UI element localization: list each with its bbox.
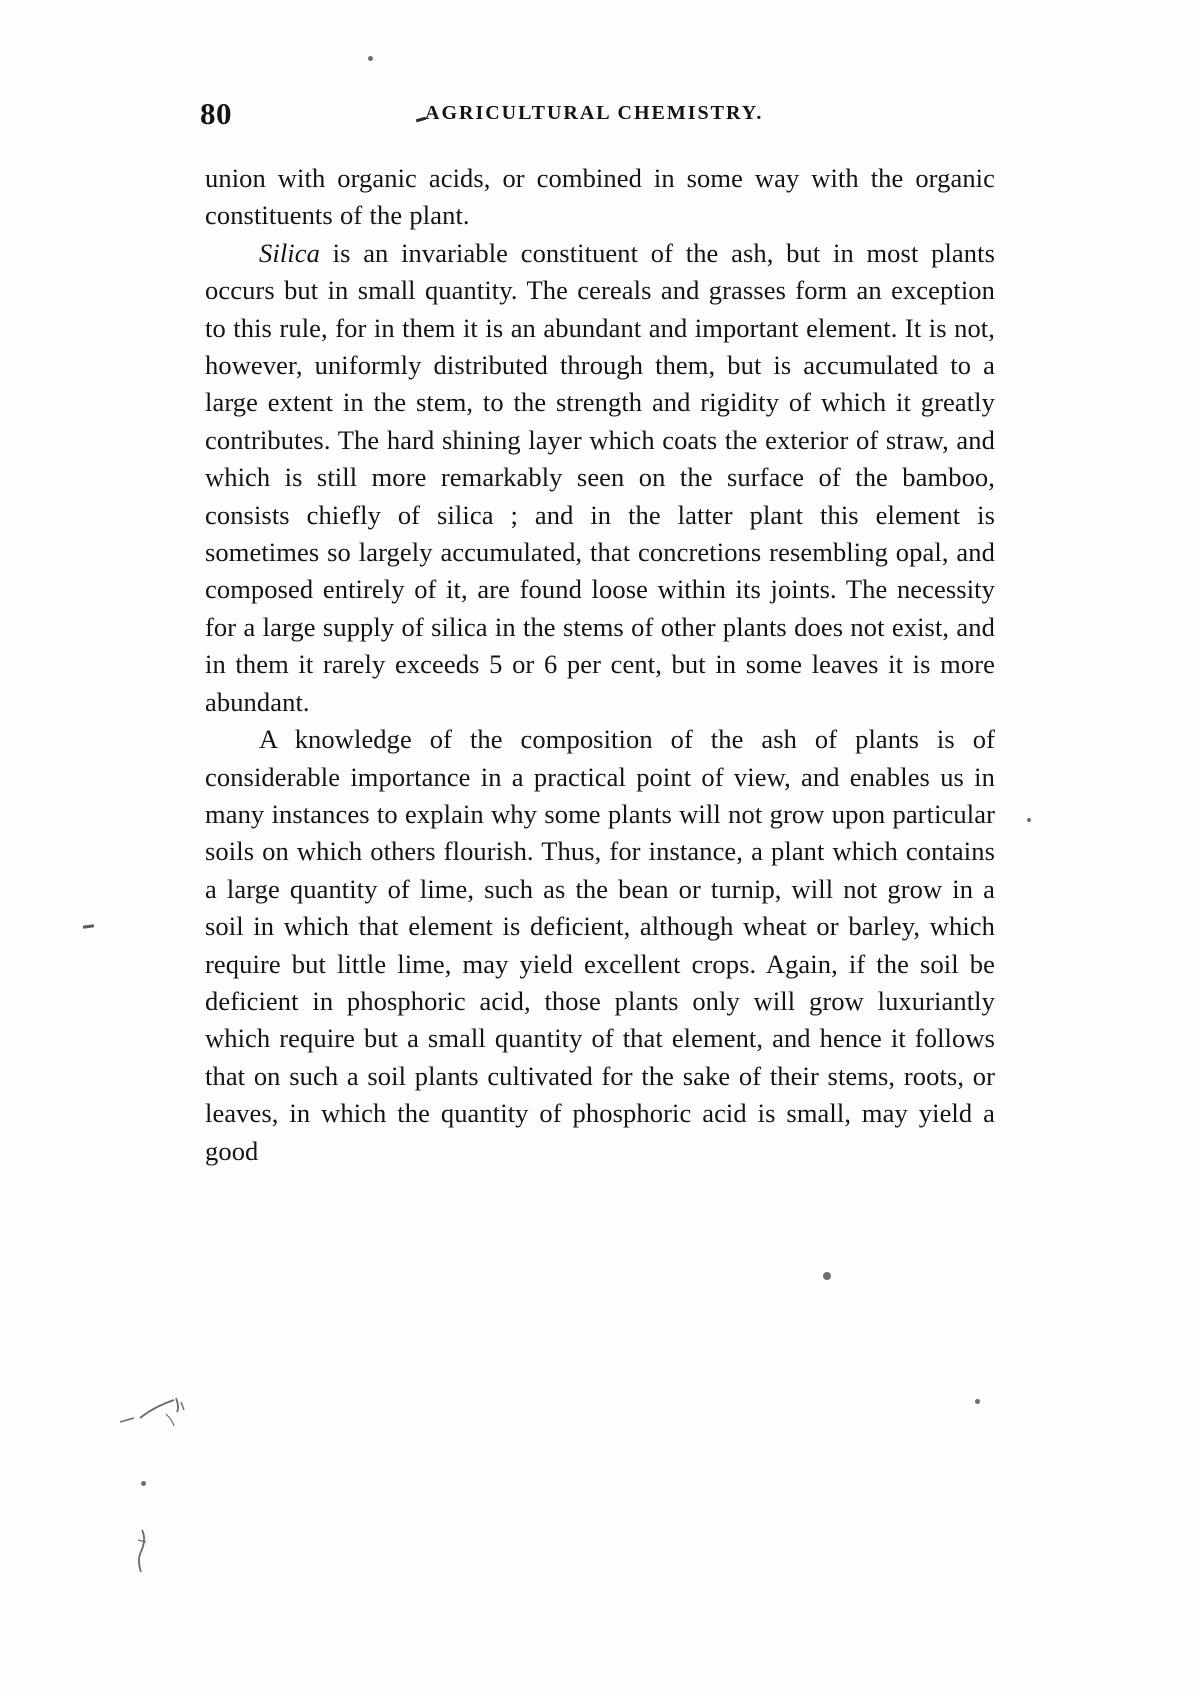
scan-speck-low-icon [141, 1481, 146, 1486]
scan-speck-icon [368, 56, 373, 61]
page-body [205, 160, 995, 1170]
scan-dash-left-icon [83, 924, 94, 929]
paragraph-3: A knowledge of the composition of the ash of plants is of considerable importance in a practical point of view, and enables us in many instances to explain why some plants will not grow upon particular soils on which others flourish. Thus, for instance, a plant which contains a large quantity of lime, such as the bean or turnip, will not grow in a soil in which that element is deficient, although wheat or barley, which require but little lime, may yield excellent crops. Again, if the soil be deficient in phosphoric acid, those plants only will grow luxuriantly which require but a small quantity of that element, and hence it follows that on such a soil plants cultivated for the sake of their stems, roots, or leaves, in which the quantity of phosphoric acid is small, may yield a good [205, 724, 995, 1166]
paragraph-1: union with organic acids, or combined in some way with the organic constituents of the plant. [205, 163, 995, 231]
paragraph-2 [205, 235, 995, 721]
italic-term-silica: Silica [259, 237, 320, 268]
scan-scribble-lower-icon [128, 1528, 158, 1574]
scan-speck-bottom-icon [975, 1399, 980, 1404]
page-header [200, 96, 1000, 136]
scan-speck-right-icon [1027, 818, 1031, 822]
scan-speck-mid-icon [823, 1272, 831, 1280]
scan-scribble-icon [118, 1396, 198, 1436]
running-head: AGRICULTURAL CHEMISTRY. [425, 102, 764, 124]
paragraph-2-text: is an invariable constituent of the ash, but in most plants occurs but in small quantity. The cereals and grasses form an exception to this rule, for in them it is an abundant and important element. It is not, however, uniformly distributed through them, but is accumulated to a large extent in the stem, to the strength and rigidity of which it greatly contributes. The hard shining layer which coats the exterior of straw, and which is still more remarkably seen on the surface of the bamboo, consists chiefly of silica ; and in the latter plant this element is sometimes so largely accumulated, that concretions resembling opal, and composed entirely of it, are found loose within its joints. The necessity for a large supply of silica in the stems of other plants does not exist, and in them it rarely exceeds 5 or 6 per cent, but in some leaves it is more abundant. [205, 237, 995, 717]
page-number: 80 [200, 96, 232, 131]
